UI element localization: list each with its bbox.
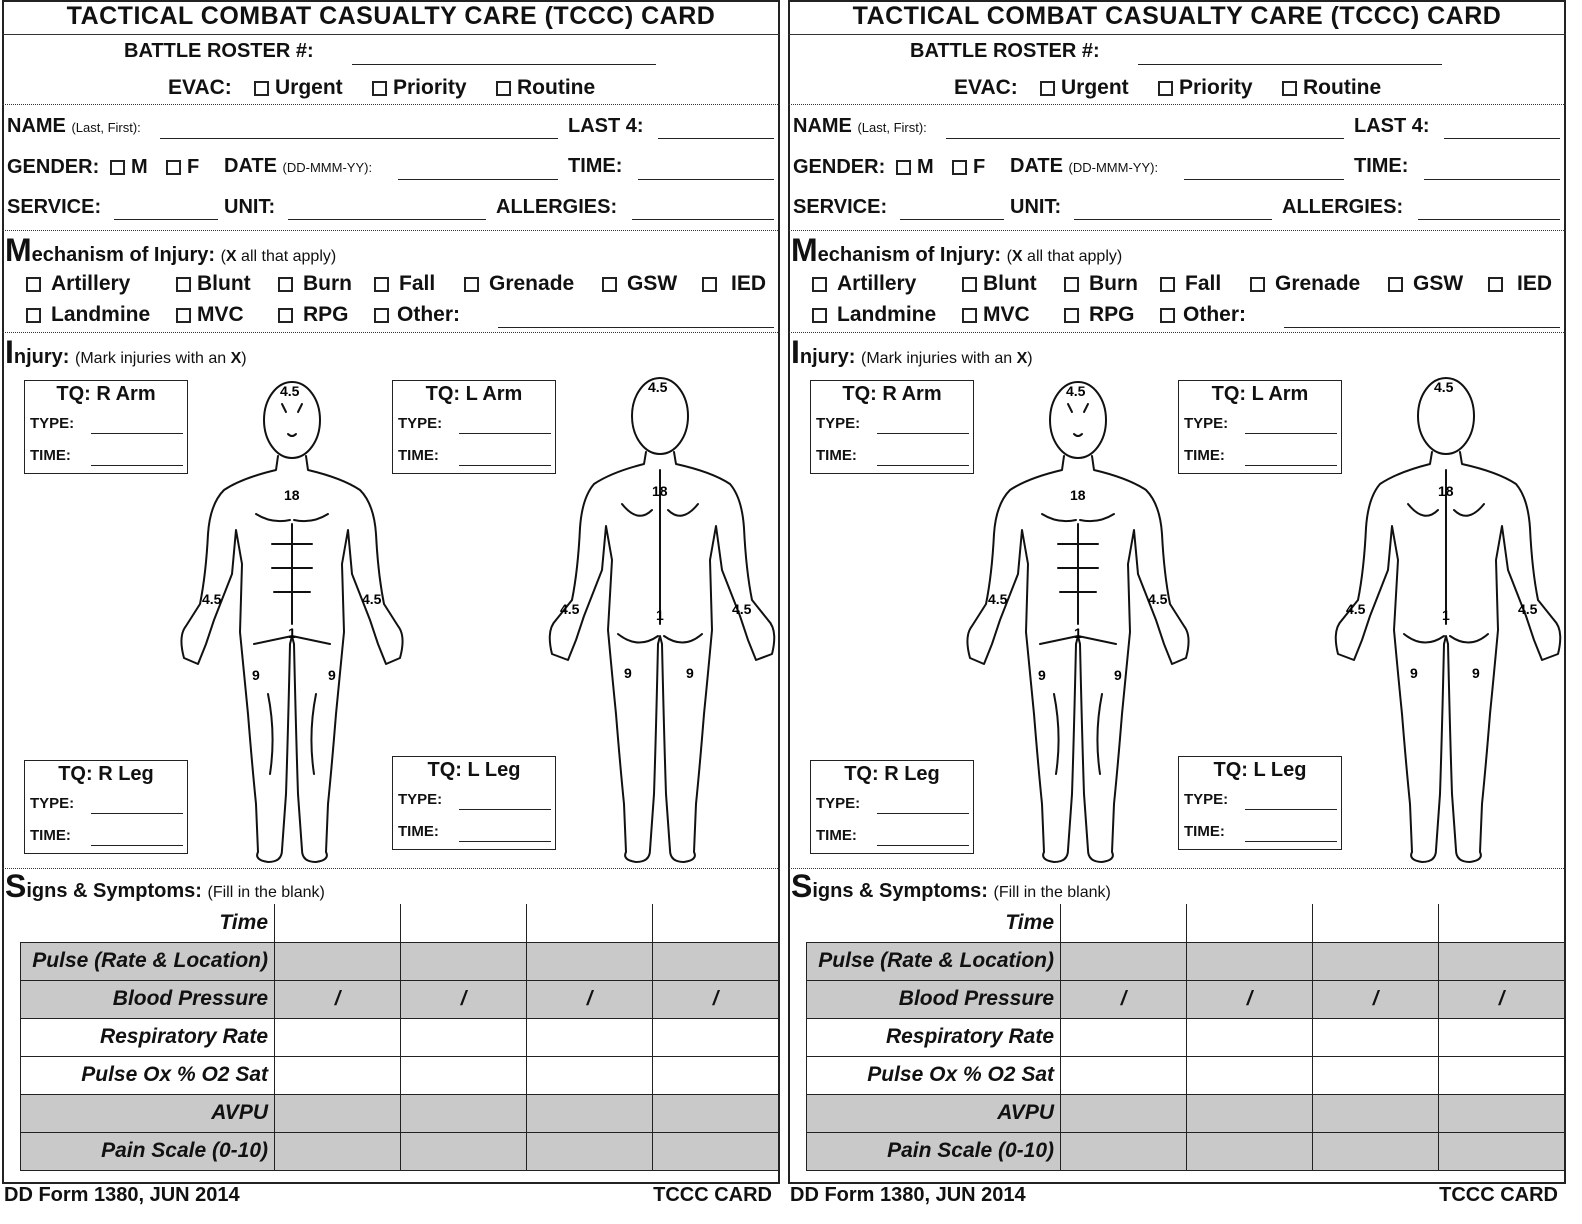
row-label: Respiratory Rate [807, 1018, 1061, 1056]
card-title: TACTICAL COMBAT CASUALTY CARE (TCCC) CARD [852, 2, 1502, 30]
cell[interactable] [401, 904, 527, 942]
footer-form-number: DD Form 1380, JUN 2014 [790, 1184, 1026, 1206]
tq-right-arm-type-field[interactable] [877, 433, 969, 434]
cell[interactable] [1187, 1094, 1313, 1132]
cell[interactable] [401, 1094, 527, 1132]
cell[interactable] [1313, 1056, 1439, 1094]
tq-left-leg-time-field[interactable] [1245, 841, 1337, 842]
moi-burn-checkbox[interactable]: Burn [1064, 272, 1138, 296]
moi-rpg-checkbox[interactable]: RPG [1064, 303, 1135, 327]
front-left-arm-value: 4.5 [362, 591, 382, 607]
evac-urgent-checkbox[interactable]: Urgent [254, 76, 343, 100]
battle-roster-label: BATTLE ROSTER #: [910, 40, 1100, 62]
cell[interactable] [401, 1056, 527, 1094]
cell[interactable]: / [275, 980, 401, 1018]
row-label: Pulse Ox % O2 Sat [21, 1056, 275, 1094]
date-field[interactable] [398, 179, 558, 180]
cell[interactable] [401, 942, 527, 980]
tq-right-arm-time-field[interactable] [877, 465, 969, 466]
moi-artillery-checkbox[interactable]: Artillery [812, 272, 916, 296]
back-body-diagram[interactable] [1328, 374, 1568, 866]
injury-heading: Injury: (Mark injuries with an X) [5, 334, 247, 370]
moi-burn-checkbox[interactable]: Burn [278, 272, 352, 296]
name-field[interactable] [160, 138, 558, 139]
battle-roster-field[interactable] [352, 64, 656, 65]
divider [788, 34, 1566, 35]
front-right-leg-value: 9 [1038, 667, 1046, 683]
evac-label: EVAC: [954, 76, 1018, 99]
signs-heading: Signs & Symptoms: (Fill in the blank) [791, 868, 1111, 904]
divider [2, 332, 780, 333]
front-groin-value: 1 [288, 625, 296, 641]
cell[interactable] [401, 1018, 527, 1056]
row-label: Respiratory Rate [21, 1018, 275, 1056]
row-label: Pulse (Rate & Location) [807, 942, 1061, 980]
time-field[interactable] [638, 179, 774, 180]
tq-left-leg-box: TQ: L Leg TYPE: TIME: [392, 756, 556, 850]
cell[interactable]: / [1439, 980, 1565, 1018]
cell[interactable] [1061, 1094, 1187, 1132]
date-label: DATE (DD-MMM-YY): [1010, 155, 1159, 177]
front-right-leg-value: 9 [252, 667, 260, 683]
moi-fall-checkbox[interactable]: Fall [374, 272, 435, 296]
row-label: Pain Scale (0-10) [807, 1132, 1061, 1170]
tq-left-leg-time-field[interactable] [459, 841, 551, 842]
battle-roster-field[interactable] [1138, 64, 1442, 65]
tq-right-leg-type-field[interactable] [877, 813, 969, 814]
cell[interactable] [1061, 1018, 1187, 1056]
footer-card-label: TCCC CARD [1439, 1184, 1558, 1206]
unit-label: UNIT: [1010, 196, 1062, 218]
row-label: Pain Scale (0-10) [21, 1132, 275, 1170]
tccc-card-right [788, 0, 1570, 1224]
front-head-value: 4.5 [280, 383, 300, 399]
back-head-value: 4.5 [1434, 379, 1454, 395]
tq-right-arm-time-field[interactable] [91, 465, 183, 466]
cell[interactable]: / [1061, 980, 1187, 1018]
front-groin-value: 1 [1074, 625, 1082, 641]
divider [2, 104, 780, 105]
time-label: TIME: [1354, 155, 1409, 177]
tq-right-arm-type-field[interactable] [91, 433, 183, 434]
moi-fall-checkbox[interactable]: Fall [1160, 272, 1221, 296]
front-left-leg-value: 9 [1114, 667, 1122, 683]
row-label: Time [21, 904, 275, 942]
moi-rpg-checkbox[interactable]: RPG [278, 303, 349, 327]
cell[interactable] [1187, 1132, 1313, 1170]
cell[interactable] [653, 1094, 779, 1132]
cell[interactable] [1313, 1018, 1439, 1056]
cell[interactable] [1439, 904, 1565, 942]
allergies-label: ALLERGIES: [1282, 196, 1404, 218]
footer-card-label: TCCC CARD [653, 1184, 772, 1206]
tq-right-arm-box: TQ: R Arm TYPE: TIME: [24, 380, 188, 474]
cell[interactable] [275, 1094, 401, 1132]
time-field[interactable] [1424, 179, 1560, 180]
evac-priority-checkbox[interactable]: Priority [372, 76, 467, 100]
signs-table [806, 904, 1565, 1171]
moi-ied-checkbox[interactable]: IED [1488, 272, 1552, 296]
gender-label: GENDER: [793, 156, 886, 178]
service-label: SERVICE: [793, 196, 888, 218]
moi-other-checkbox[interactable]: Other: [374, 303, 460, 327]
row-label: AVPU [807, 1094, 1061, 1132]
back-right-leg-value: 9 [1472, 665, 1480, 681]
moi-heading: Mechanism of Injury: (X all that apply) [791, 232, 1123, 268]
back-right-arm-value: 4.5 [732, 601, 752, 617]
moi-grenade-checkbox[interactable]: Grenade [464, 272, 574, 296]
cell[interactable] [1061, 1132, 1187, 1170]
last4-field[interactable] [1444, 138, 1560, 139]
cell[interactable]: / [527, 980, 653, 1018]
row-label: AVPU [21, 1094, 275, 1132]
tq-left-arm-time-field[interactable] [1245, 465, 1337, 466]
tq-left-arm-box: TQ: L Arm TYPE: TIME: [392, 380, 556, 474]
time-label: TIME: [568, 155, 623, 177]
moi-other-field[interactable] [1284, 327, 1560, 328]
row-label: Pulse Ox % O2 Sat [807, 1056, 1061, 1094]
footer-form-number: DD Form 1380, JUN 2014 [4, 1184, 240, 1206]
front-body-diagram[interactable] [958, 374, 1198, 866]
service-field[interactable] [900, 219, 1004, 220]
cell[interactable]: / [653, 980, 779, 1018]
moi-gsw-checkbox[interactable]: GSW [602, 272, 677, 296]
signs-table [20, 904, 779, 1171]
evac-priority-checkbox[interactable]: Priority [1158, 76, 1253, 100]
tq-left-leg-type-field[interactable] [459, 809, 551, 810]
evac-label: EVAC: [168, 76, 232, 99]
name-label: NAME (Last, First): [793, 115, 927, 137]
cell[interactable] [275, 1132, 401, 1170]
gender-m-checkbox[interactable]: M [896, 156, 934, 179]
tq-right-leg-time-field[interactable] [877, 845, 969, 846]
moi-landmine-checkbox[interactable]: Landmine [812, 303, 936, 327]
moi-other-checkbox[interactable]: Other: [1160, 303, 1246, 327]
moi-mvc-checkbox[interactable]: MVC [176, 303, 244, 327]
gender-m-checkbox[interactable]: M [110, 156, 148, 179]
tq-left-leg-type-field[interactable] [1245, 809, 1337, 810]
cell[interactable] [527, 1018, 653, 1056]
cell[interactable] [527, 1056, 653, 1094]
back-groin-value: 1 [1442, 607, 1450, 623]
moi-mvc-checkbox[interactable]: MVC [962, 303, 1030, 327]
divider [788, 230, 1566, 231]
cell[interactable] [1061, 904, 1187, 942]
name-field[interactable] [946, 138, 1344, 139]
moi-landmine-checkbox[interactable]: Landmine [26, 303, 150, 327]
cell[interactable] [1439, 1132, 1565, 1170]
cell[interactable] [1439, 1018, 1565, 1056]
tq-left-arm-type-field[interactable] [459, 433, 551, 434]
divider [2, 230, 780, 231]
allergies-field[interactable] [632, 219, 774, 220]
back-right-arm-value: 4.5 [1518, 601, 1538, 617]
cell[interactable] [653, 1056, 779, 1094]
cell[interactable]: / [1187, 980, 1313, 1018]
date-field[interactable] [1184, 179, 1344, 180]
cell[interactable] [1439, 942, 1565, 980]
moi-artillery-checkbox[interactable]: Artillery [26, 272, 130, 296]
front-right-arm-value: 4.5 [202, 591, 222, 607]
back-left-arm-value: 4.5 [560, 601, 580, 617]
tq-right-leg-box: TQ: R Leg TYPE: TIME: [810, 760, 974, 854]
cell[interactable]: / [1313, 980, 1439, 1018]
cell[interactable] [275, 942, 401, 980]
cell[interactable] [1187, 942, 1313, 980]
evac-routine-checkbox[interactable]: Routine [496, 76, 595, 100]
last4-field[interactable] [658, 138, 774, 139]
name-label: NAME (Last, First): [7, 115, 141, 137]
gender-label: GENDER: [7, 156, 100, 178]
cell[interactable] [1313, 1132, 1439, 1170]
tq-right-leg-type-field[interactable] [91, 813, 183, 814]
back-torso-value: 18 [652, 483, 668, 499]
injury-heading: Injury: (Mark injuries with an X) [791, 334, 1033, 370]
cell[interactable] [1187, 1056, 1313, 1094]
evac-routine-checkbox[interactable]: Routine [1282, 76, 1381, 100]
front-right-arm-value: 4.5 [988, 591, 1008, 607]
cell[interactable] [527, 942, 653, 980]
cell[interactable] [527, 1132, 653, 1170]
back-left-arm-value: 4.5 [1346, 601, 1366, 617]
cell[interactable] [1313, 1094, 1439, 1132]
tq-left-arm-box: TQ: L Arm TYPE: TIME: [1178, 380, 1342, 474]
back-body-diagram[interactable] [542, 374, 782, 866]
back-groin-value: 1 [656, 607, 664, 623]
unit-field[interactable] [288, 219, 486, 220]
row-label: Pulse (Rate & Location) [21, 942, 275, 980]
row-label: Time [807, 904, 1061, 942]
cell[interactable] [1061, 1056, 1187, 1094]
moi-ied-checkbox[interactable]: IED [702, 272, 766, 296]
card-title: TACTICAL COMBAT CASUALTY CARE (TCCC) CARD [66, 2, 716, 30]
moi-grenade-checkbox[interactable]: Grenade [1250, 272, 1360, 296]
moi-blunt-checkbox[interactable]: Blunt [962, 272, 1037, 296]
cell[interactable] [275, 1018, 401, 1056]
back-left-leg-value: 9 [624, 665, 632, 681]
moi-blunt-checkbox[interactable]: Blunt [176, 272, 251, 296]
cell[interactable] [1187, 1018, 1313, 1056]
divider [2, 34, 780, 35]
cell[interactable] [1187, 904, 1313, 942]
cell[interactable] [275, 1056, 401, 1094]
allergies-field[interactable] [1418, 219, 1560, 220]
date-label: DATE (DD-MMM-YY): [224, 155, 373, 177]
last4-label: LAST 4: [1354, 115, 1430, 137]
front-body-diagram[interactable] [172, 374, 412, 866]
cell[interactable] [653, 904, 779, 942]
evac-urgent-checkbox[interactable]: Urgent [1040, 76, 1129, 100]
unit-field[interactable] [1074, 219, 1272, 220]
gender-f-checkbox[interactable]: F [952, 156, 985, 179]
cell[interactable] [401, 1132, 527, 1170]
cell[interactable] [1061, 942, 1187, 980]
last4-label: LAST 4: [568, 115, 644, 137]
unit-label: UNIT: [224, 196, 276, 218]
front-torso-value: 18 [284, 487, 300, 503]
back-torso-value: 18 [1438, 483, 1454, 499]
allergies-label: ALLERGIES: [496, 196, 618, 218]
service-label: SERVICE: [7, 196, 102, 218]
tq-left-leg-box: TQ: L Leg TYPE: TIME: [1178, 756, 1342, 850]
row-label: Blood Pressure [21, 980, 275, 1018]
tccc-card-left [2, 0, 784, 1224]
tq-left-arm-type-field[interactable] [1245, 433, 1337, 434]
battle-roster-label: BATTLE ROSTER #: [124, 40, 314, 62]
cell[interactable]: / [401, 980, 527, 1018]
cell[interactable] [1439, 1056, 1565, 1094]
cell[interactable] [527, 1094, 653, 1132]
signs-heading: Signs & Symptoms: (Fill in the blank) [5, 868, 325, 904]
cell[interactable] [653, 1132, 779, 1170]
row-label: Blood Pressure [807, 980, 1061, 1018]
cell[interactable] [653, 942, 779, 980]
tq-right-arm-box: TQ: R Arm TYPE: TIME: [810, 380, 974, 474]
cell[interactable] [1313, 942, 1439, 980]
cell[interactable] [1439, 1094, 1565, 1132]
front-left-arm-value: 4.5 [1148, 591, 1168, 607]
front-head-value: 4.5 [1066, 383, 1086, 399]
service-field[interactable] [114, 219, 218, 220]
front-left-leg-value: 9 [328, 667, 336, 683]
tq-right-leg-box: TQ: R Leg TYPE: TIME: [24, 760, 188, 854]
cell[interactable] [1313, 904, 1439, 942]
gender-f-checkbox[interactable]: F [166, 156, 199, 179]
back-head-value: 4.5 [648, 379, 668, 395]
cell[interactable] [653, 1018, 779, 1056]
tq-right-leg-time-field[interactable] [91, 845, 183, 846]
moi-gsw-checkbox[interactable]: GSW [1388, 272, 1463, 296]
moi-other-field[interactable] [498, 327, 774, 328]
divider [788, 104, 1566, 105]
back-right-leg-value: 9 [686, 665, 694, 681]
cell[interactable] [527, 904, 653, 942]
moi-heading: Mechanism of Injury: (X all that apply) [5, 232, 337, 268]
divider [788, 332, 1566, 333]
back-left-leg-value: 9 [1410, 665, 1418, 681]
front-torso-value: 18 [1070, 487, 1086, 503]
cell[interactable] [275, 904, 401, 942]
tq-left-arm-time-field[interactable] [459, 465, 551, 466]
